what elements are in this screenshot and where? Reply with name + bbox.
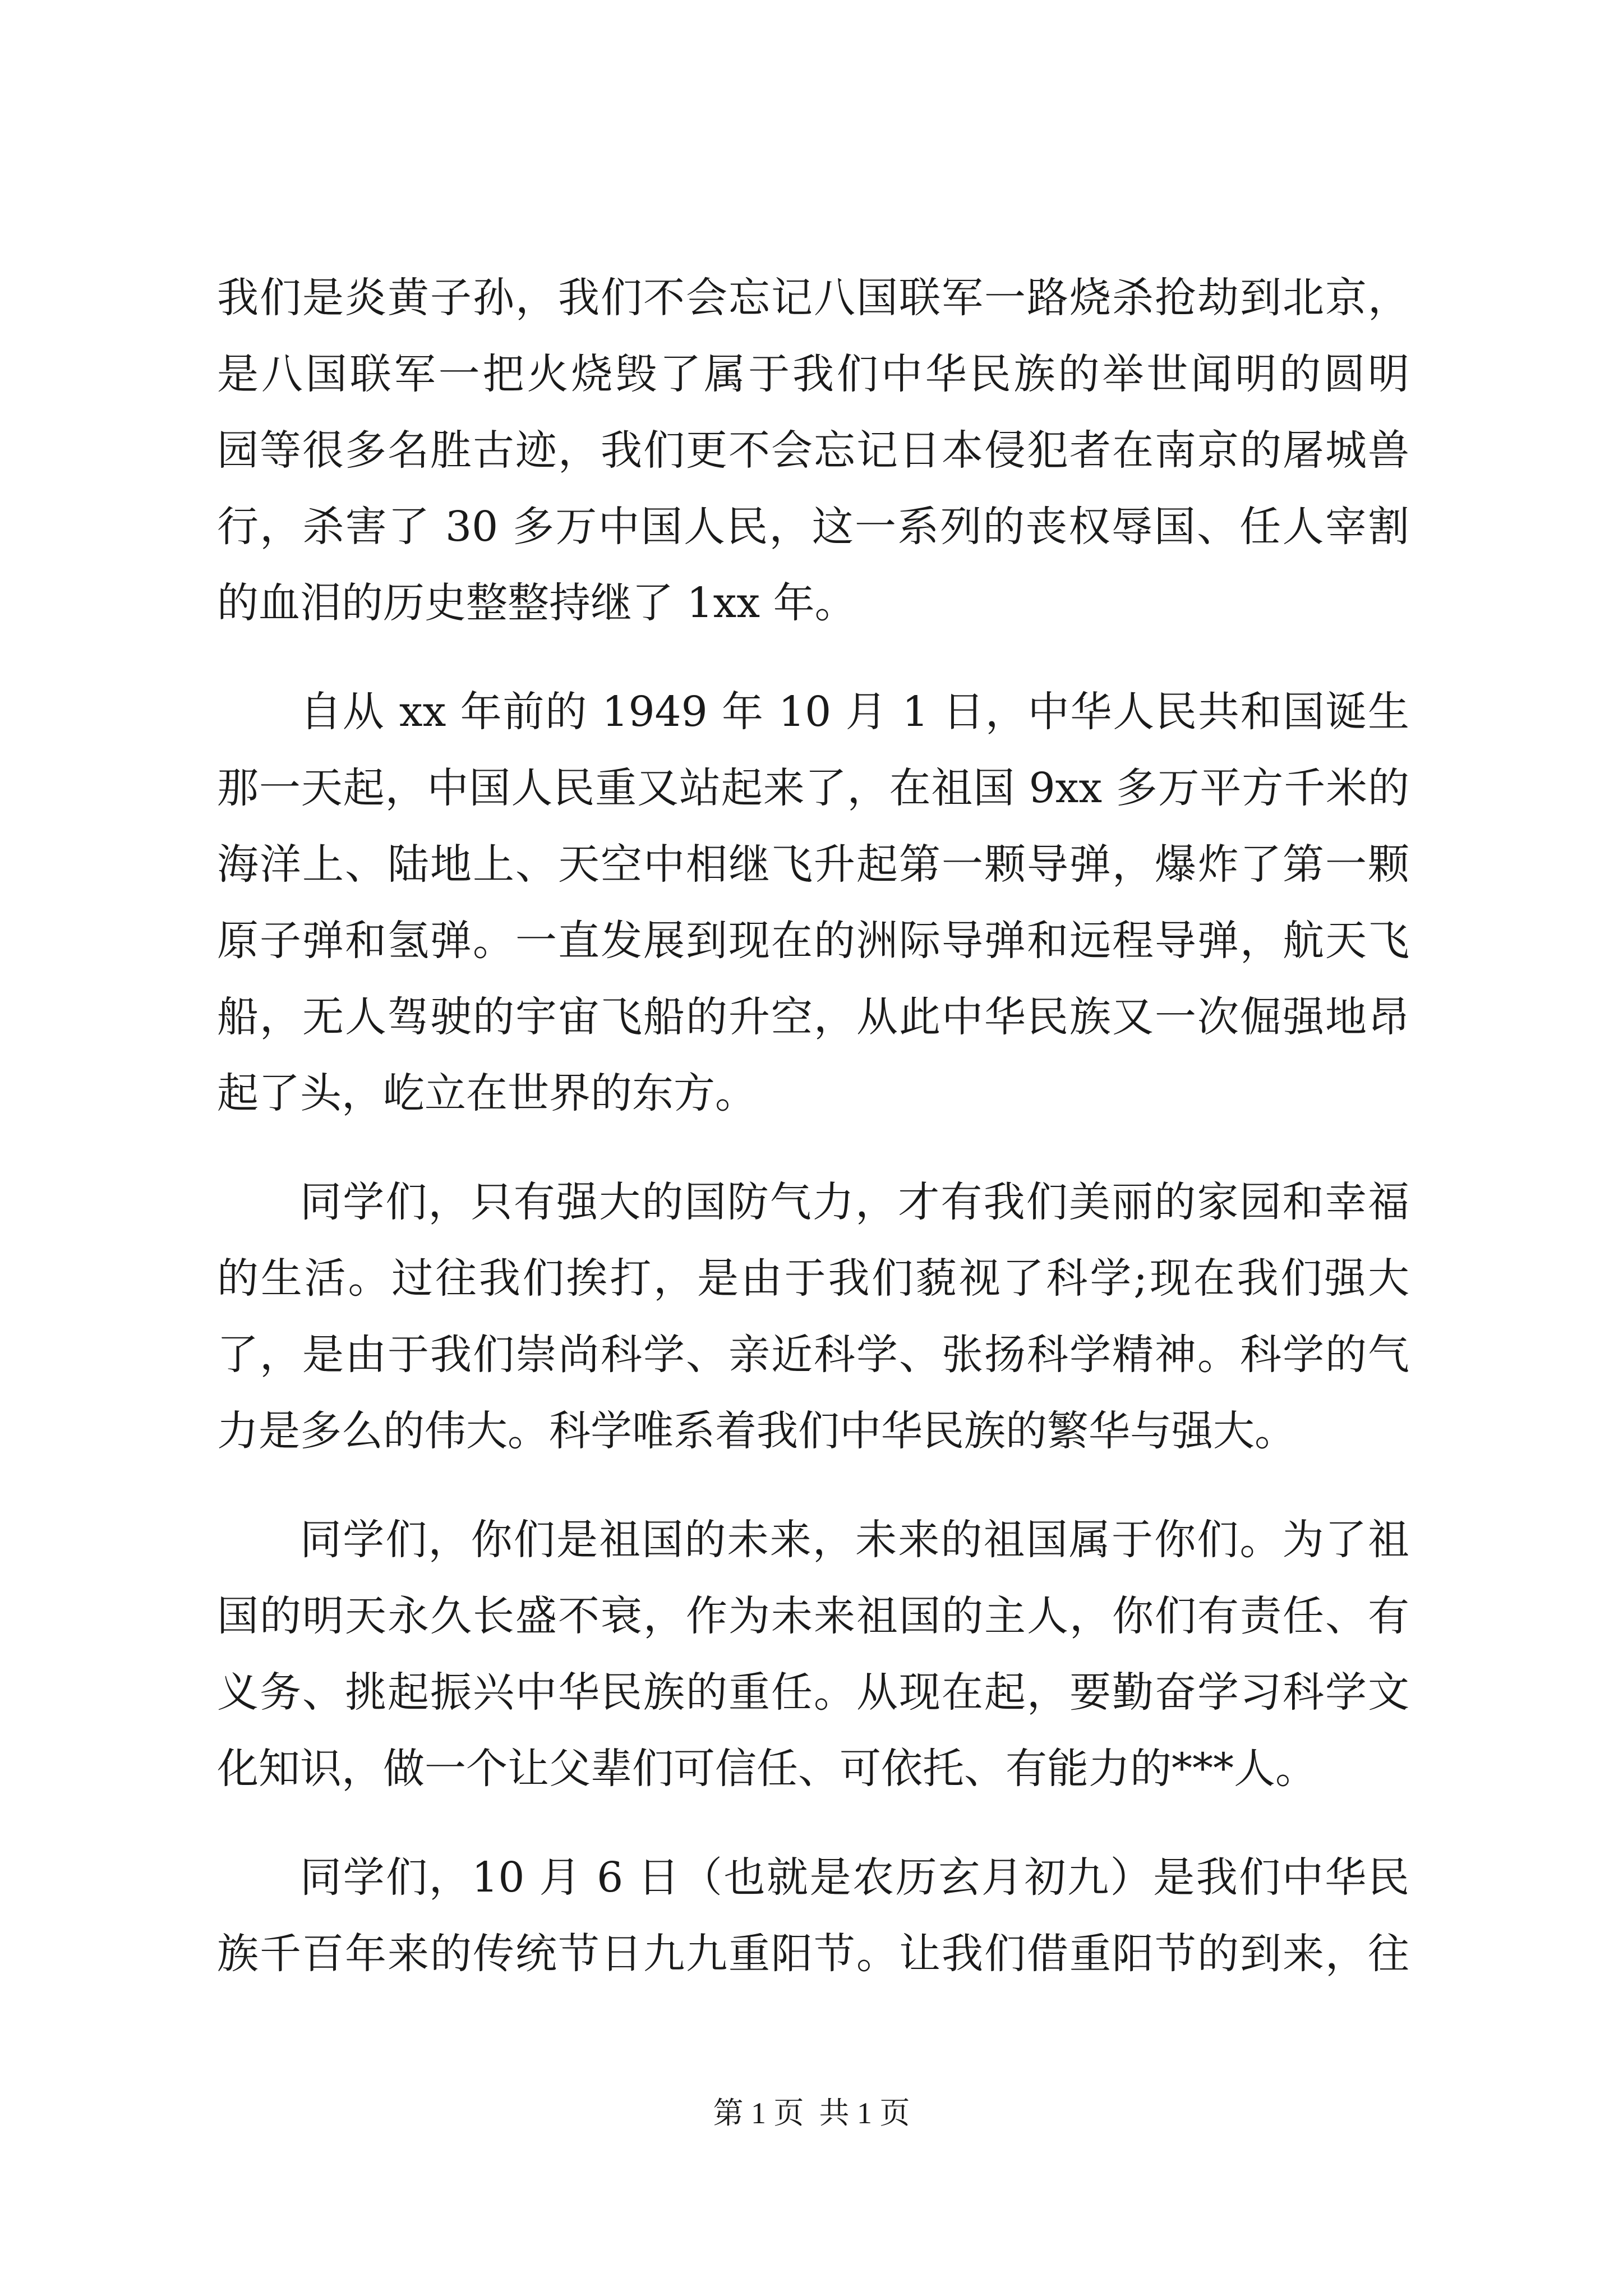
- text-line: 海洋上、陆地上、天空中相继飞升起第一颗导弹，爆炸了第一颗: [217, 840, 1409, 889]
- text-line: 力是多么的伟大。科学唯系着我们中华民族的繁华与强大。: [217, 1407, 1296, 1455]
- text-line: 同学们，只有强大的国防气力，才有我们美丽的家园和幸福: [300, 1178, 1409, 1226]
- text-line: 船，无人驾驶的宇宙飞船的升空，从此中华民族又一次倔强地昂: [217, 993, 1409, 1041]
- paragraph: [217, 1164, 1409, 1469]
- text-line: 义务、挑起振兴中华民族的重任。从现在起，要勤奋学习科学文: [217, 1668, 1409, 1717]
- text-line: 行，杀害了 30 多万中国人民，这一系列的丧权辱国、任人宰割: [217, 503, 1409, 551]
- text-line: 的血泪的历史整整持继了 1xx 年。: [217, 579, 856, 627]
- text-line: 园等很多名胜古迹，我们更不会忘记日本侵犯者在南京的屠城兽: [217, 426, 1409, 475]
- page-footer: 第 1 页 共 1 页: [713, 2096, 910, 2130]
- body-text: [217, 260, 1409, 1992]
- text-line: 是八国联军一把火烧毁了属于我们中华民族的举世闻明的圆明: [217, 350, 1409, 398]
- text-line: 族千百年来的传统节日九九重阳节。让我们借重阳节的到来，往: [217, 1930, 1409, 1978]
- paragraph: [217, 674, 1409, 1131]
- text-line: 国的明天永久长盛不衰，作为未来祖国的主人，你们有责任、有: [217, 1592, 1409, 1640]
- text-line: 起了头，屹立在世界的东方。: [217, 1069, 757, 1117]
- text-line: 的生活。过往我们挨打，是由于我们藐视了科学;现在我们强大: [217, 1254, 1409, 1303]
- text-line: 了，是由于我们崇尚科学、亲近科学、张扬科学精神。科学的气: [217, 1331, 1409, 1379]
- text-line: 原子弹和氢弹。一直发展到现在的洲际导弹和远程导弹，航天飞: [217, 917, 1409, 965]
- text-line: 化知识，做一个让父辈们可信任、可依托、有能力的***人。: [217, 1745, 1317, 1793]
- text-line: 我们是炎黄子孙，我们不会忘记八国联军一路烧杀抢劫到北京，: [217, 274, 1409, 322]
- paragraph: [217, 260, 1409, 641]
- text-line: 同学们，你们是祖国的未来，未来的祖国属于你们。为了祖: [300, 1516, 1409, 1564]
- text-line: 那一天起，中国人民重又站起来了，在祖国 9xx 多万平方千米的: [217, 764, 1409, 812]
- text-line: 同学们，10 月 6 日（也就是农历玄月初九）是我们中华民: [300, 1853, 1409, 1902]
- paragraph: [217, 1839, 1409, 1992]
- paragraph: [217, 1502, 1409, 1807]
- text-line: 自从 xx 年前的 1949 年 10 月 1 日，中华人民共和国诞生: [300, 688, 1409, 736]
